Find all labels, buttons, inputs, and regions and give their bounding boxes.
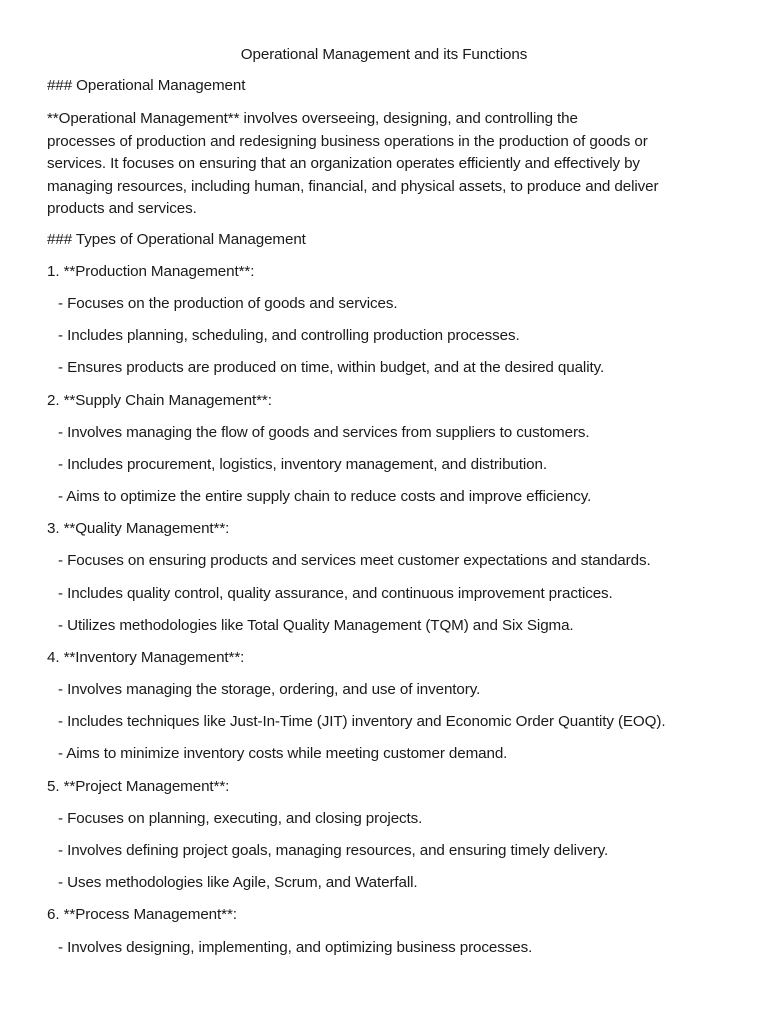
list-bullet: - Involves designing, implementing, and optimizing business processes. — [58, 939, 533, 956]
list-bullet: - Aims to optimize the entire supply chain to reduce costs and improve efficiency. — [58, 488, 592, 505]
list-bullet: - Includes quality control, quality assurance, and continuous improvement practices. — [58, 585, 613, 602]
list-bullet: - Utilizes methodologies like Total Quality Management (TQM) and Six Sigma. — [58, 617, 574, 634]
list-bullet: - Involves managing the flow of goods and services from suppliers to customers. — [58, 424, 590, 441]
list-bullet: - Focuses on the production of goods and services. — [58, 295, 398, 312]
list-heading-project: 5. **Project Management**: — [47, 778, 230, 795]
section-heading-types: ### Types of Operational Management — [47, 231, 306, 248]
intro-line: services. It focuses on ensuring that an organization operates efficiently and effectively by — [47, 155, 640, 173]
list-bullet: - Involves defining project goals, managing resources, and ensuring timely delivery. — [58, 842, 609, 859]
section-heading-operational-management: ### Operational Management — [47, 77, 246, 94]
list-bullet: - Uses methodologies like Agile, Scrum, and Waterfall. — [58, 874, 418, 891]
list-heading-quality: 3. **Quality Management**: — [47, 520, 230, 537]
document-title: Operational Management and its Functions — [240, 46, 528, 63]
list-bullet: - Focuses on planning, executing, and closing projects. — [58, 810, 423, 827]
list-heading-production: 1. **Production Management**: — [47, 263, 255, 280]
list-bullet: - Ensures products are produced on time, within budget, and at the desired quality. — [58, 359, 605, 376]
list-bullet: - Aims to minimize inventory costs while meeting customer demand. — [58, 745, 508, 762]
list-heading-process: 6. **Process Management**: — [47, 906, 237, 923]
list-bullet: - Includes procurement, logistics, inventory management, and distribution. — [58, 456, 547, 473]
intro-line: products and services. — [47, 200, 197, 218]
list-bullet: - Includes planning, scheduling, and controlling production processes. — [58, 327, 520, 344]
list-bullet: - Involves managing the storage, ordering, and use of inventory. — [58, 681, 481, 698]
intro-line: processes of production and redesigning business operations in the production of goods or — [47, 132, 648, 150]
list-bullet: - Focuses on ensuring products and services meet customer expectations and standards. — [58, 552, 651, 569]
intro-line: managing resources, including human, financial, and physical assets, to produce and deliver — [47, 177, 659, 195]
list-heading-inventory: 4. **Inventory Management**: — [47, 649, 245, 666]
intro-line: **Operational Management** involves overseeing, designing, and controlling the — [47, 110, 578, 127]
list-heading-supply-chain: 2. **Supply Chain Management**: — [47, 392, 272, 409]
list-bullet: - Includes techniques like Just-In-Time (JIT) inventory and Economic Order Quantity (EOQ). — [58, 713, 666, 730]
intro-paragraph — [47, 108, 737, 221]
